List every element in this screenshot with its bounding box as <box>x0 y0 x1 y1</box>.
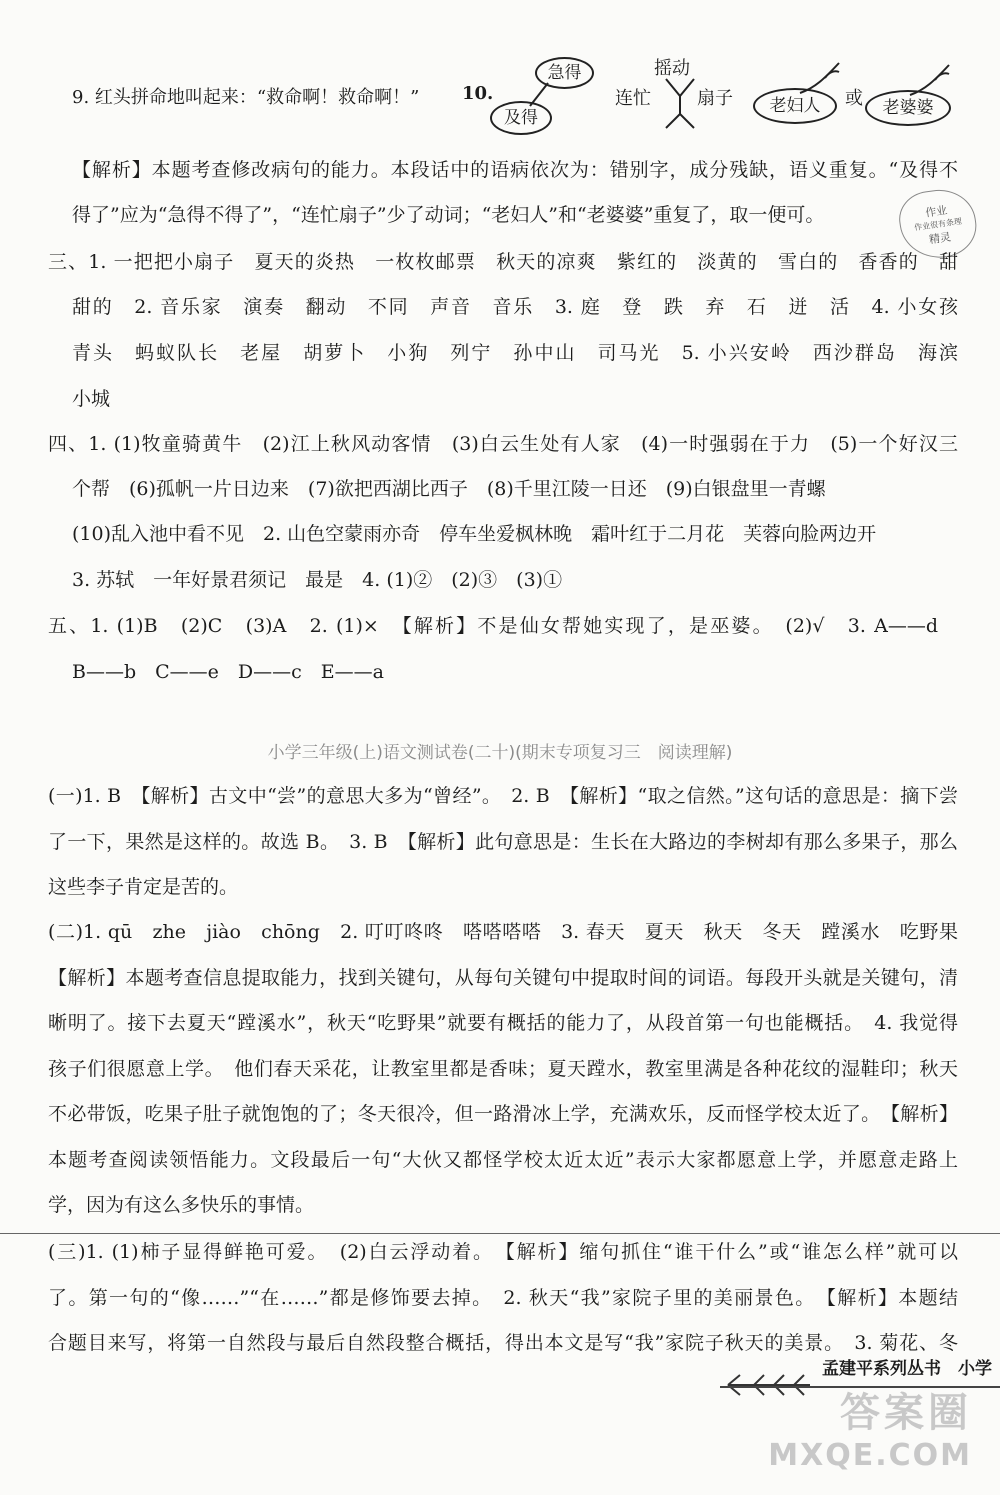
text-line: (10)乱入池中看不见 2. 山色空蒙雨亦奇 停车坐爱枫林晚 霜叶红于二月花 芙蓉向脸两边开 <box>72 523 877 545</box>
word-huo: 或 <box>845 88 863 109</box>
text-line: 不必带饭，吃果子肚子就饱饱的了；冬天很冷，但一路滑冰上学，充满欢乐，反而怪学校太近了。 【解析】 <box>48 1103 958 1125</box>
text-line: 个帮 (6)孤帆一片日边来 (7)欲把西湖比西子 (8)千里江陵一日还 (9)白银盘里一青螺 <box>72 478 826 500</box>
bubble-jide-correct: 急得 <box>535 57 594 89</box>
text-line: 了。第一句的“像……”“在……”都是修饰要去掉。 2. 秋天“我”家院子里的美丽景色。 【解析】本题结 <box>48 1287 958 1309</box>
text-line: 本题考查阅读领悟能力。文段最后一句“大伙又都怪学校太近太近”表示大家都愿意上学，并愿意走路上 <box>48 1149 958 1171</box>
text-line: (一)1. B 【解析】古文中“尝”的意思大多为“曾经”。 2. B 【解析】“取之信然。”这句话的意思是：摘下尝 <box>48 785 958 807</box>
delete-mark-icon-2 <box>905 60 955 100</box>
page-divider <box>0 1233 1000 1234</box>
text-line: 了一下，果然是这样的。故选 B。 3. B 【解析】此句意思是：生长在大路边的李树却有那么多果子，那么 <box>48 831 958 853</box>
text-line: 四、1. (1)牧童骑黄牛 (2)江上秋风动客情 (3)白云生处有人家 (4)一时强弱在于力 (5)一个好汉三 <box>48 433 958 455</box>
text-line: 3. 苏轼 一年好景君须记 最是 4. (1)② (2)③ (3)① <box>72 569 563 591</box>
text-line: 五、1. (1)B (2)C (3)A 2. (1)× 【解析】不是仙女帮她实现了，是巫婆。 (2)√ 3. A——d <box>48 615 938 637</box>
bubble-laofuren: 老妇人 <box>753 88 837 124</box>
text-line: 青头 蚂蚁队长 老屋 胡萝卜 小狗 列宁 孙中山 司马光 5. 小兴安岭 西沙群岛 海滨 <box>72 342 958 364</box>
question-9-answer: 9. 红头拼命地叫起来：“救命啊！救命啊！” <box>72 87 420 108</box>
section-title: 小学三年级(上)语文测试卷(二十)(期末专项复习三 阅读理解) <box>267 743 733 763</box>
text-line: B——b C——e D——c E——a <box>72 661 384 683</box>
text-line: (二)1. qū zhe jiào chōng 2. 叮叮咚咚 嗒嗒嗒嗒 3. 春天 夏天 秋天 冬天 蹚溪水 吃野果 <box>48 921 958 943</box>
text-line: 甜的 2. 音乐家 演奏 翻动 不同 声音 音乐 3. 庭 登 跌 弃 石 迸 活 4. 小女孩 <box>72 296 958 318</box>
text-line: 【解析】本题考查修改病句的能力。本段话中的语病依次为：错别字，成分残缺，语义重复。“及得不 <box>72 159 958 181</box>
text-line: 小城 <box>72 388 111 410</box>
question-10-number: 10. <box>462 83 494 104</box>
text-line: 合题目来写，将第一自然段与最后自然段整合概括，得出本文是写“我”家院子秋天的美景。 3. 菊花、冬 <box>48 1332 958 1354</box>
text-line: 学，因为有这么多快乐的事情。 <box>48 1194 315 1216</box>
text-line: 三、1. 一把把小扇子 夏天的炎热 一枚枚邮票 秋天的凉爽 紫红的 淡黄的 雪白的 香香的 甜 <box>48 251 958 273</box>
text-line: 【解析】本题考查信息提取能力，找到关键句，从每句关键句中提取时间的词语。每段开头就是关键句，清 <box>48 967 958 989</box>
word-lianmang: 连忙 <box>615 88 651 109</box>
teacher-stamp: 作业 作业很有条理 精灵 <box>896 185 981 263</box>
delete-mark-icon <box>795 58 845 98</box>
text-line: 这些李子肯定是苦的。 <box>48 876 239 898</box>
word-yaodong: 摇动 <box>654 58 690 79</box>
bubble-laopopo: 老婆婆 <box>865 90 951 126</box>
text-line: 得了”应为“急得不得了”，“连忙扇子”少了动词；“老妇人”和“老婆婆”重复了，取一便可。 <box>72 204 825 226</box>
text-line: 晰明了。接下去夏天“蹚溪水”，秋天“吃野果”就要有概括的能力了，从段首第一句也能概括。 4. 我觉得 <box>48 1012 958 1034</box>
watermark: 答案圈 MXQE.COM <box>768 1390 972 1473</box>
word-shanzi: 扇子 <box>697 88 733 109</box>
series-label: 孟建平系列丛书 小学 <box>822 1359 992 1379</box>
text-line: 孩子们很愿意上学。 他们春天采花，让教室里都是香味；夏天蹚水，教室里满是各种花纹的湿鞋印；秋天 <box>48 1058 958 1080</box>
bubble-jide-wrong: 及得 <box>490 101 552 135</box>
text-line: (三)1. (1)柿子显得鲜艳可爱。 (2)白云浮动着。 【解析】缩句抓住“谁干什么”或“谁怎么样”就可以 <box>48 1241 958 1263</box>
